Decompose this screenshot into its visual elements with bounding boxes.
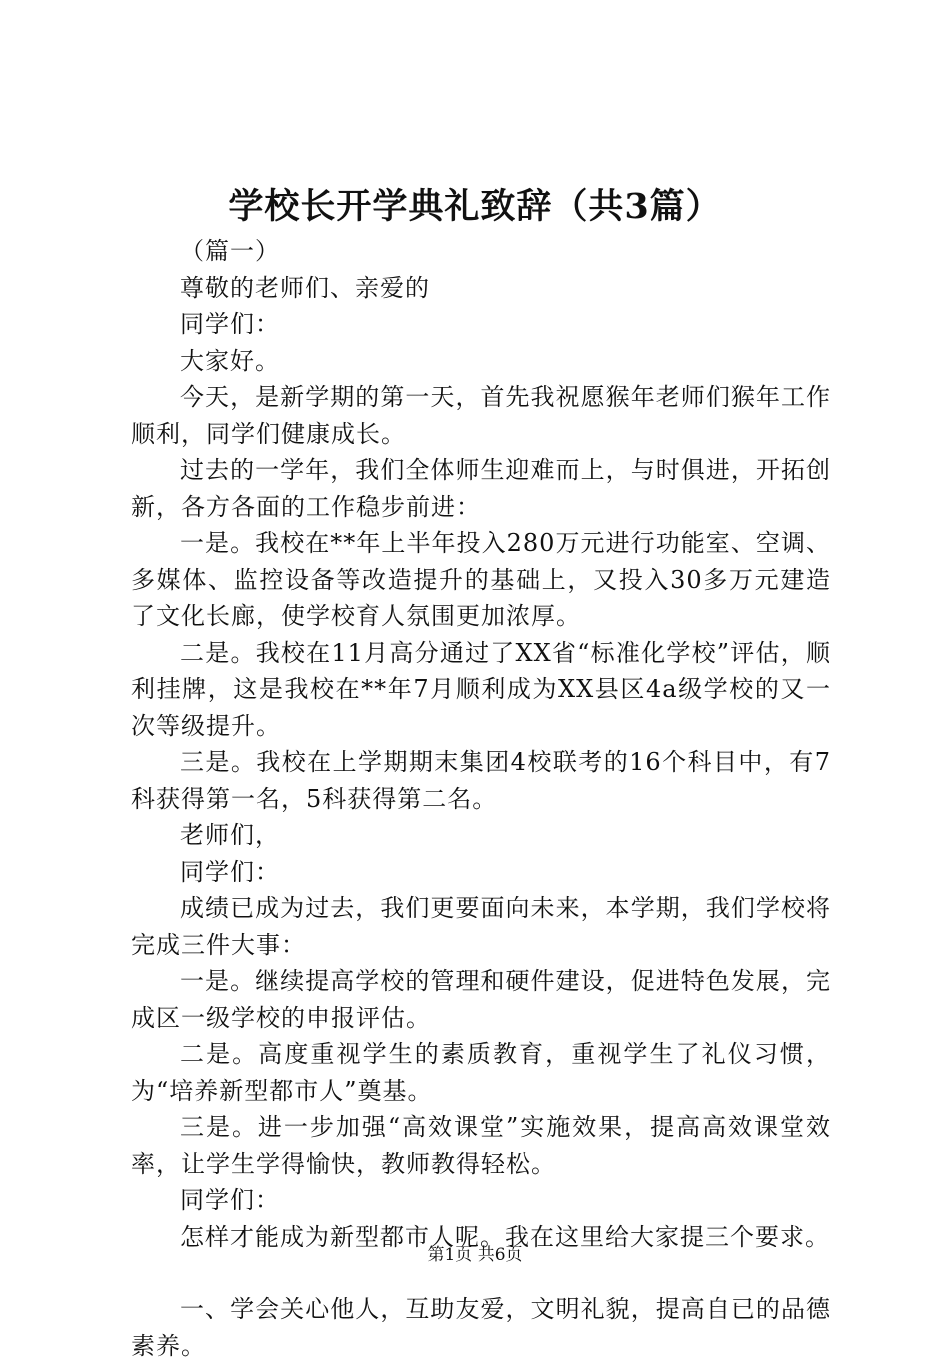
paragraph: 老师们， — [180, 821, 280, 849]
paragraph: 三是。我校在上学期期末集团4校联考的16个科目中，有7科获得第一名，5科获得第二名。 — [131, 748, 831, 813]
paragraph: 今天，是新学期的第一天，首先我祝愿猴年老师们猴年工作顺利，同学们健康成长。 — [131, 383, 831, 448]
document-title: 学校长开学典礼致辞（共3篇） — [228, 186, 722, 227]
paragraph: 怎样才能成为新型都市人呢。我在这里给大家提三个要求。 — [180, 1222, 830, 1251]
paragraph: 大家好。 — [180, 346, 280, 375]
paragraph: 二是。高度重视学生的素质教育，重视学生了礼仪习惯，为“培养新型都市人”奠基。 — [131, 1040, 831, 1105]
paragraph: 三是。进一步加强“高效课堂”实施效果，提高高效课堂效率，让学生学得愉快，教师教得轻松。 — [131, 1113, 831, 1178]
page-number-footer: 第1页 共6页 — [427, 1245, 523, 1265]
paragraph: 一是。我校在**年上半年投入280万元进行功能室、空调、多媒体、监控设备等改造提升的基础上，又投入30多万元建造了文化长廊，使学校育人氛围更加浓厚。 — [131, 529, 831, 630]
paragraph: 成绩已成为过去，我们更要面向未来，本学期，我们学校将完成三件大事： — [131, 894, 831, 959]
paragraph: 二是。我校在11月高分通过了XX省“标准化学校”评估，顺利挂牌，这是我校在**年7月顺利成为XX县区4a级学校的又一次等级提升。 — [131, 638, 831, 740]
document-body — [131, 233, 831, 1364]
paragraph: 同学们： — [180, 1186, 280, 1214]
paragraph: 同学们： — [180, 857, 280, 886]
paragraph: 同学们： — [180, 310, 280, 338]
paragraph: 一是。继续提高学校的管理和硬件建设，促进特色发展，完成区一级学校的申报评估。 — [131, 967, 831, 1032]
paragraph: （篇一） — [180, 237, 280, 265]
paragraph: 一、学会关心他人，互助友爱，文明礼貌，提高自已的品德素养。 — [131, 1295, 831, 1360]
paragraph: 尊敬的老师们、亲爱的 — [180, 273, 430, 302]
paragraph: 过去的一学年，我们全体师生迎难而上，与时俱进，开拓创新，各方各面的工作稳步前进： — [131, 456, 831, 521]
